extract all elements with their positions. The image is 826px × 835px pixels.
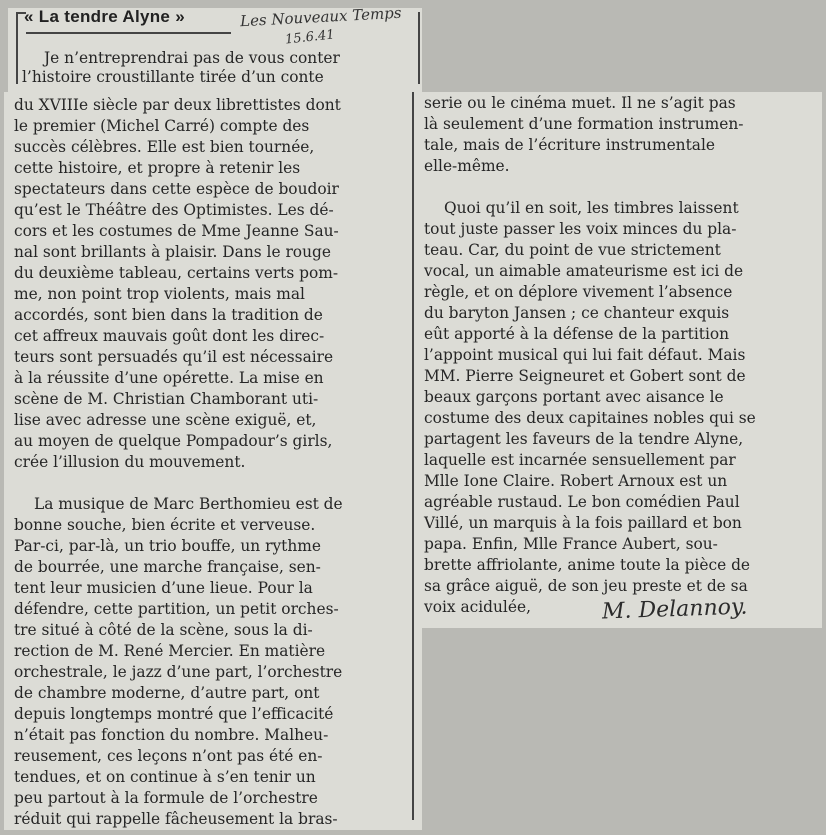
left-column-line: tent leur musicien d’une lieue. Pour la [14,579,313,597]
left-column-line: de bourrée, une marche française, sen- [14,558,321,576]
right-column-paragraph-gap [424,177,810,198]
left-column-line: Par-ci, par-là, un trio bouffe, un rythme [14,537,321,555]
left-column-line: me, non point trop violents, mais mal [14,285,305,303]
right-column-line: papa. Enfin, Mlle France Aubert, sou- [424,535,718,553]
right-column-line: du baryton Jansen ; ce chanteur exquis [424,304,730,322]
left-column-paragraph-gap [14,473,406,494]
right-column-line: serie ou le cinéma muet. Il ne s’agit pas [424,94,736,112]
left-column-line: lise avec adresse une scène exiguë, et, [14,411,317,429]
left-column-line: cet affreux mauvais goût dont les direc- [14,327,325,345]
right-column-line: Mlle Ione Claire. Robert Arnoux est un [424,472,728,490]
right-column-line: l’appoint musical qui lui fait défaut. Mais [424,346,746,364]
left-column-line: bonne souche, bien écrite et verveuse. [14,516,316,534]
handwritten-source-note: Les Nouveaux Temps [239,3,402,31]
author-signature: M. Delannoy. [601,594,748,625]
right-text-column [424,93,810,618]
left-column-line: réduit qui rappelle fâcheusement la bras- [14,810,338,828]
left-column-line: spectateurs dans cette espèce de boudoir [14,180,339,198]
left-column-line: accordés, sont bien dans la tradition de [14,306,323,324]
header-box-left-rule [16,12,18,84]
left-column-line: teurs sont persuadés qu’il est nécessaire [14,348,334,366]
left-column-line: au moyen de quelque Pompadour’s girls, [14,432,333,450]
left-column-line: succès célèbres. Elle est bien tournée, [14,138,315,156]
left-column-line: le premier (Michel Carré) compte des [14,117,310,135]
left-column-line: rection de M. René Mercier. En matière [14,642,326,660]
headline-underline-rule [26,32,231,34]
left-column-line: défendre, cette partition, un petit orches- [14,600,339,618]
left-column-line: La musique de Marc Berthomieu est de [34,495,343,513]
left-column-line: nal sont brillants à plaisir. Dans le rouge [14,243,331,261]
left-column-line: depuis longtemps montré que l’efficacité [14,705,334,723]
right-column-line: laquelle est incarnée sensuellement par [424,451,736,469]
right-column-line: là seulement d’une formation instrumen- [424,115,744,133]
left-column-line: peu partout à la formule de l’orchestre [14,789,318,807]
left-column-line: n’était pas fonction du nombre. Malheu- [14,726,329,744]
right-column-line: brette affriolante, anime toute la pièce de [424,556,751,574]
right-column-line: tout juste passer les voix minces du pla- [424,220,737,238]
right-column-line: MM. Pierre Seigneuret et Gobert sont de [424,367,746,385]
article-headline: « La tendre Alyne » [24,7,185,26]
left-column-line: crée l’illusion du mouvement. [14,453,246,471]
right-column-line: eût apporté à la défense de la partition [424,325,730,343]
right-column-line: partagent les faveurs de la tendre Alyne, [424,430,744,448]
left-column-line: du XVIIIe siècle par deux librettistes dont [14,96,341,114]
handwritten-date-note: 15.6.41 [284,27,336,48]
left-column-line: orchestrale, le jazz d’une part, l’orchestre [14,663,343,681]
right-column-line: règle, et on déplore vivement l’absence [424,283,733,301]
right-column-line: vocal, un aimable amateurisme est ici de [424,262,744,280]
left-column-line: à la réussite d’une opérette. La mise en [14,369,324,387]
left-column-line: qu’est le Théâtre des Optimistes. Les dé- [14,201,334,219]
left-column-line: reusement, ces leçons n’ont pas été en- [14,747,323,765]
header-box-right-rule [418,12,420,84]
intro-line-2: l’histoire croustillante tirée d’un conte [22,68,324,86]
intro-line-1: Je n’entreprendrai pas de vous conter [44,49,340,67]
left-column-line: tendues, et on continue à s’en tenir un [14,768,316,786]
right-column-line: Quoi qu’il en soit, les timbres laissent [444,199,739,217]
right-column-line: agréable rustaud. Le bon comédien Paul [424,493,740,511]
left-column-line: tre situé à côté de la scène, sous la di- [14,621,313,639]
column-divider-rule [412,92,414,820]
right-column-line: costume des deux capitaines nobles qui se [424,409,756,427]
right-column-line: voix acidulée, [424,598,531,616]
right-column-line: tale, mais de l’écriture instrumentale [424,136,715,154]
left-column-line: cors et les costumes de Mme Jeanne Sau- [14,222,339,240]
right-column-line: teau. Car, du point de vue strictement [424,241,721,259]
left-column-line: de chambre moderne, d’autre part, ont [14,684,320,702]
right-column-line: elle-même. [424,157,510,175]
right-column-line: sa grâce aiguë, de son jeu preste et de sa [424,577,748,595]
left-column-line: du deuxième tableau, certains verts pom- [14,264,339,282]
left-column-line: scène de M. Christian Chamborant uti- [14,390,319,408]
left-column-line: cette histoire, et propre à retenir les [14,159,301,177]
left-text-column [14,95,406,830]
right-column-line: beaux garçons portant avec aisance le [424,388,724,406]
right-column-line: Villé, un marquis à la fois paillard et bon [424,514,742,532]
